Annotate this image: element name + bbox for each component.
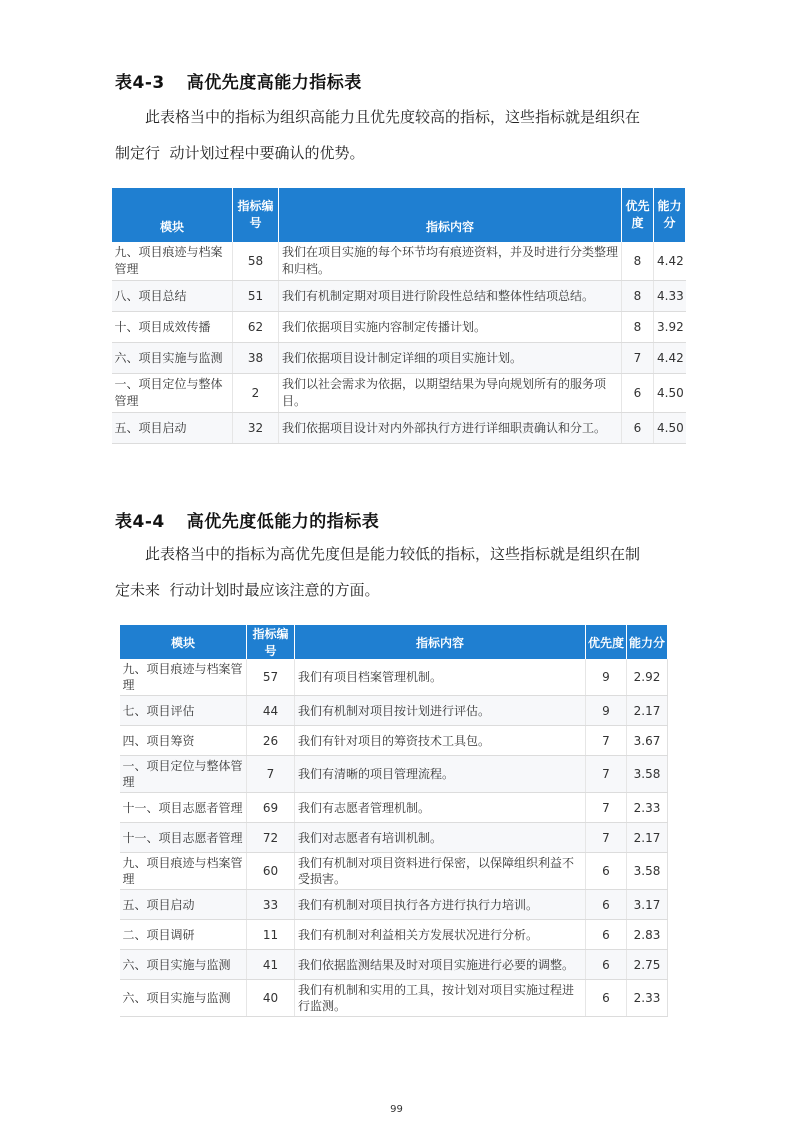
cell-content: 我们有机制对利益相关方发展状况进行分析。 bbox=[295, 920, 586, 950]
cell-priority: 6 bbox=[586, 853, 627, 890]
cell-content: 我们依据项目实施内容制定传播计划。 bbox=[279, 312, 622, 343]
cell-index: 57 bbox=[247, 659, 295, 696]
cell-index: 72 bbox=[247, 823, 295, 853]
cell-score: 4.42 bbox=[654, 343, 686, 374]
cell-module: 六、项目实施与监测 bbox=[120, 980, 247, 1017]
cell-content: 我们对志愿者有培训机制。 bbox=[295, 823, 586, 853]
cell-module: 五、项目启动 bbox=[120, 890, 247, 920]
cell-content: 我们在项目实施的每个环节均有痕迹资料，并及时进行分类整理和归档。 bbox=[279, 242, 622, 281]
cell-module: 八、项目总结 bbox=[112, 281, 233, 312]
header-score: 能力分 bbox=[654, 188, 686, 242]
cell-score: 2.92 bbox=[627, 659, 668, 696]
cell-score: 4.33 bbox=[654, 281, 686, 312]
cell-module: 九、项目痕迹与档案管理 bbox=[112, 242, 233, 281]
cell-content: 我们以社会需求为依据，以期望结果为导向规划所有的服务项目。 bbox=[279, 374, 622, 413]
cell-index: 40 bbox=[247, 980, 295, 1017]
cell-priority: 6 bbox=[586, 890, 627, 920]
table-4-3-intro bbox=[115, 99, 680, 171]
cell-score: 2.33 bbox=[627, 980, 668, 1017]
cell-index: 51 bbox=[233, 281, 279, 312]
cell-priority: 7 bbox=[586, 726, 627, 756]
table-row bbox=[120, 920, 668, 950]
header-module: 模块 bbox=[120, 625, 247, 659]
cell-priority: 6 bbox=[622, 413, 654, 444]
table-row bbox=[112, 343, 686, 374]
cell-score: 2.75 bbox=[627, 950, 668, 980]
cell-score: 3.92 bbox=[654, 312, 686, 343]
table-row bbox=[120, 793, 668, 823]
cell-priority: 6 bbox=[586, 950, 627, 980]
cell-index: 32 bbox=[233, 413, 279, 444]
cell-score: 4.42 bbox=[654, 242, 686, 281]
cell-module: 四、项目筹资 bbox=[120, 726, 247, 756]
cell-score: 3.17 bbox=[627, 890, 668, 920]
header-content: 指标内容 bbox=[295, 625, 586, 659]
cell-module: 五、项目启动 bbox=[112, 413, 233, 444]
cell-priority: 8 bbox=[622, 242, 654, 281]
cell-module: 一、项目定位与整体管理 bbox=[112, 374, 233, 413]
cell-content: 我们有机制对项目按计划进行评估。 bbox=[295, 696, 586, 726]
cell-module: 六、项目实施与监测 bbox=[112, 343, 233, 374]
page-number: 99 bbox=[390, 1104, 403, 1115]
table-row bbox=[112, 374, 686, 413]
intro-line-2: 制定行 动计划过程中要确认的优势。 bbox=[115, 144, 365, 162]
cell-score: 4.50 bbox=[654, 413, 686, 444]
table-row bbox=[112, 281, 686, 312]
cell-score: 3.67 bbox=[627, 726, 668, 756]
table-4-4-intro bbox=[115, 536, 680, 608]
cell-index: 2 bbox=[233, 374, 279, 413]
cell-score: 4.50 bbox=[654, 374, 686, 413]
cell-index: 41 bbox=[247, 950, 295, 980]
cell-score: 3.58 bbox=[627, 853, 668, 890]
cell-index: 58 bbox=[233, 242, 279, 281]
cell-module: 九、项目痕迹与档案管理 bbox=[120, 853, 247, 890]
table-header-row bbox=[112, 188, 686, 242]
cell-score: 2.83 bbox=[627, 920, 668, 950]
cell-index: 62 bbox=[233, 312, 279, 343]
cell-priority: 8 bbox=[622, 312, 654, 343]
cell-index: 69 bbox=[247, 793, 295, 823]
table-4-4 bbox=[119, 625, 668, 1017]
header-content: 指标内容 bbox=[279, 188, 622, 242]
cell-module: 七、项目评估 bbox=[120, 696, 247, 726]
cell-index: 33 bbox=[247, 890, 295, 920]
cell-module: 二、项目调研 bbox=[120, 920, 247, 950]
cell-content: 我们有清晰的项目管理流程。 bbox=[295, 756, 586, 793]
cell-module: 六、项目实施与监测 bbox=[120, 950, 247, 980]
cell-priority: 7 bbox=[622, 343, 654, 374]
cell-score: 3.58 bbox=[627, 756, 668, 793]
header-index: 指标编号 bbox=[247, 625, 295, 659]
table-row bbox=[120, 726, 668, 756]
cell-content: 我们有志愿者管理机制。 bbox=[295, 793, 586, 823]
cell-score: 2.17 bbox=[627, 823, 668, 853]
cell-content: 我们有机制对项目资料进行保密，以保障组织利益不受损害。 bbox=[295, 853, 586, 890]
table-row bbox=[120, 823, 668, 853]
table-row bbox=[120, 890, 668, 920]
cell-content: 我们依据项目设计对内外部执行方进行详细职责确认和分工。 bbox=[279, 413, 622, 444]
table-4-4-heading bbox=[115, 507, 379, 532]
cell-module: 十、项目成效传播 bbox=[112, 312, 233, 343]
table-row bbox=[120, 756, 668, 793]
intro-line-1: 此表格当中的指标为高优先度但是能力较低的指标，这些指标就是组织在制 bbox=[145, 545, 641, 563]
cell-content: 我们依据监测结果及时对项目实施进行必要的调整。 bbox=[295, 950, 586, 980]
table-4-3 bbox=[111, 188, 686, 444]
cell-priority: 9 bbox=[586, 696, 627, 726]
cell-index: 60 bbox=[247, 853, 295, 890]
header-priority: 优先度 bbox=[586, 625, 627, 659]
cell-priority: 7 bbox=[586, 823, 627, 853]
table-4-3-title: 高优先度高能力指标表 bbox=[186, 73, 362, 93]
cell-score: 2.33 bbox=[627, 793, 668, 823]
cell-priority: 6 bbox=[586, 920, 627, 950]
cell-content: 我们有针对项目的筹资技术工具包。 bbox=[295, 726, 586, 756]
cell-priority: 7 bbox=[586, 756, 627, 793]
cell-index: 38 bbox=[233, 343, 279, 374]
table-row bbox=[112, 413, 686, 444]
table-header-row bbox=[120, 625, 668, 659]
cell-content: 我们依据项目设计制定详细的项目实施计划。 bbox=[279, 343, 622, 374]
cell-index: 44 bbox=[247, 696, 295, 726]
table-row bbox=[120, 980, 668, 1017]
cell-index: 26 bbox=[247, 726, 295, 756]
header-score: 能力分 bbox=[627, 625, 668, 659]
cell-priority: 8 bbox=[622, 281, 654, 312]
cell-module: 九、项目痕迹与档案管理 bbox=[120, 659, 247, 696]
intro-line-1: 此表格当中的指标为组织高能力且优先度较高的指标，这些指标就是组织在 bbox=[145, 108, 641, 126]
table-4-3-heading bbox=[115, 68, 362, 93]
table-row bbox=[120, 853, 668, 890]
cell-module: 一、项目定位与整体管理 bbox=[120, 756, 247, 793]
cell-index: 11 bbox=[247, 920, 295, 950]
table-row bbox=[112, 242, 686, 281]
table-4-4-label: 表4-4 bbox=[115, 512, 165, 532]
header-priority: 优先度 bbox=[622, 188, 654, 242]
table-row bbox=[120, 950, 668, 980]
cell-priority: 6 bbox=[586, 980, 627, 1017]
cell-content: 我们有机制和实用的工具，按计划对项目实施过程进行监测。 bbox=[295, 980, 586, 1017]
table-row bbox=[112, 312, 686, 343]
cell-priority: 6 bbox=[622, 374, 654, 413]
table-row bbox=[120, 696, 668, 726]
cell-priority: 7 bbox=[586, 793, 627, 823]
header-index: 指标编号 bbox=[233, 188, 279, 242]
cell-priority: 9 bbox=[586, 659, 627, 696]
header-module: 模块 bbox=[112, 188, 233, 242]
table-4-3-label: 表4-3 bbox=[115, 73, 165, 93]
cell-module: 十一、项目志愿者管理 bbox=[120, 793, 247, 823]
intro-line-2: 定未来 行动计划时最应该注意的方面。 bbox=[115, 581, 380, 599]
cell-index: 7 bbox=[247, 756, 295, 793]
table-4-4-title: 高优先度低能力的指标表 bbox=[186, 512, 380, 532]
table-row bbox=[120, 659, 668, 696]
cell-content: 我们有机制定期对项目进行阶段性总结和整体性结项总结。 bbox=[279, 281, 622, 312]
cell-content: 我们有机制对项目执行各方进行执行力培训。 bbox=[295, 890, 586, 920]
cell-score: 2.17 bbox=[627, 696, 668, 726]
cell-content: 我们有项目档案管理机制。 bbox=[295, 659, 586, 696]
cell-module: 十一、项目志愿者管理 bbox=[120, 823, 247, 853]
